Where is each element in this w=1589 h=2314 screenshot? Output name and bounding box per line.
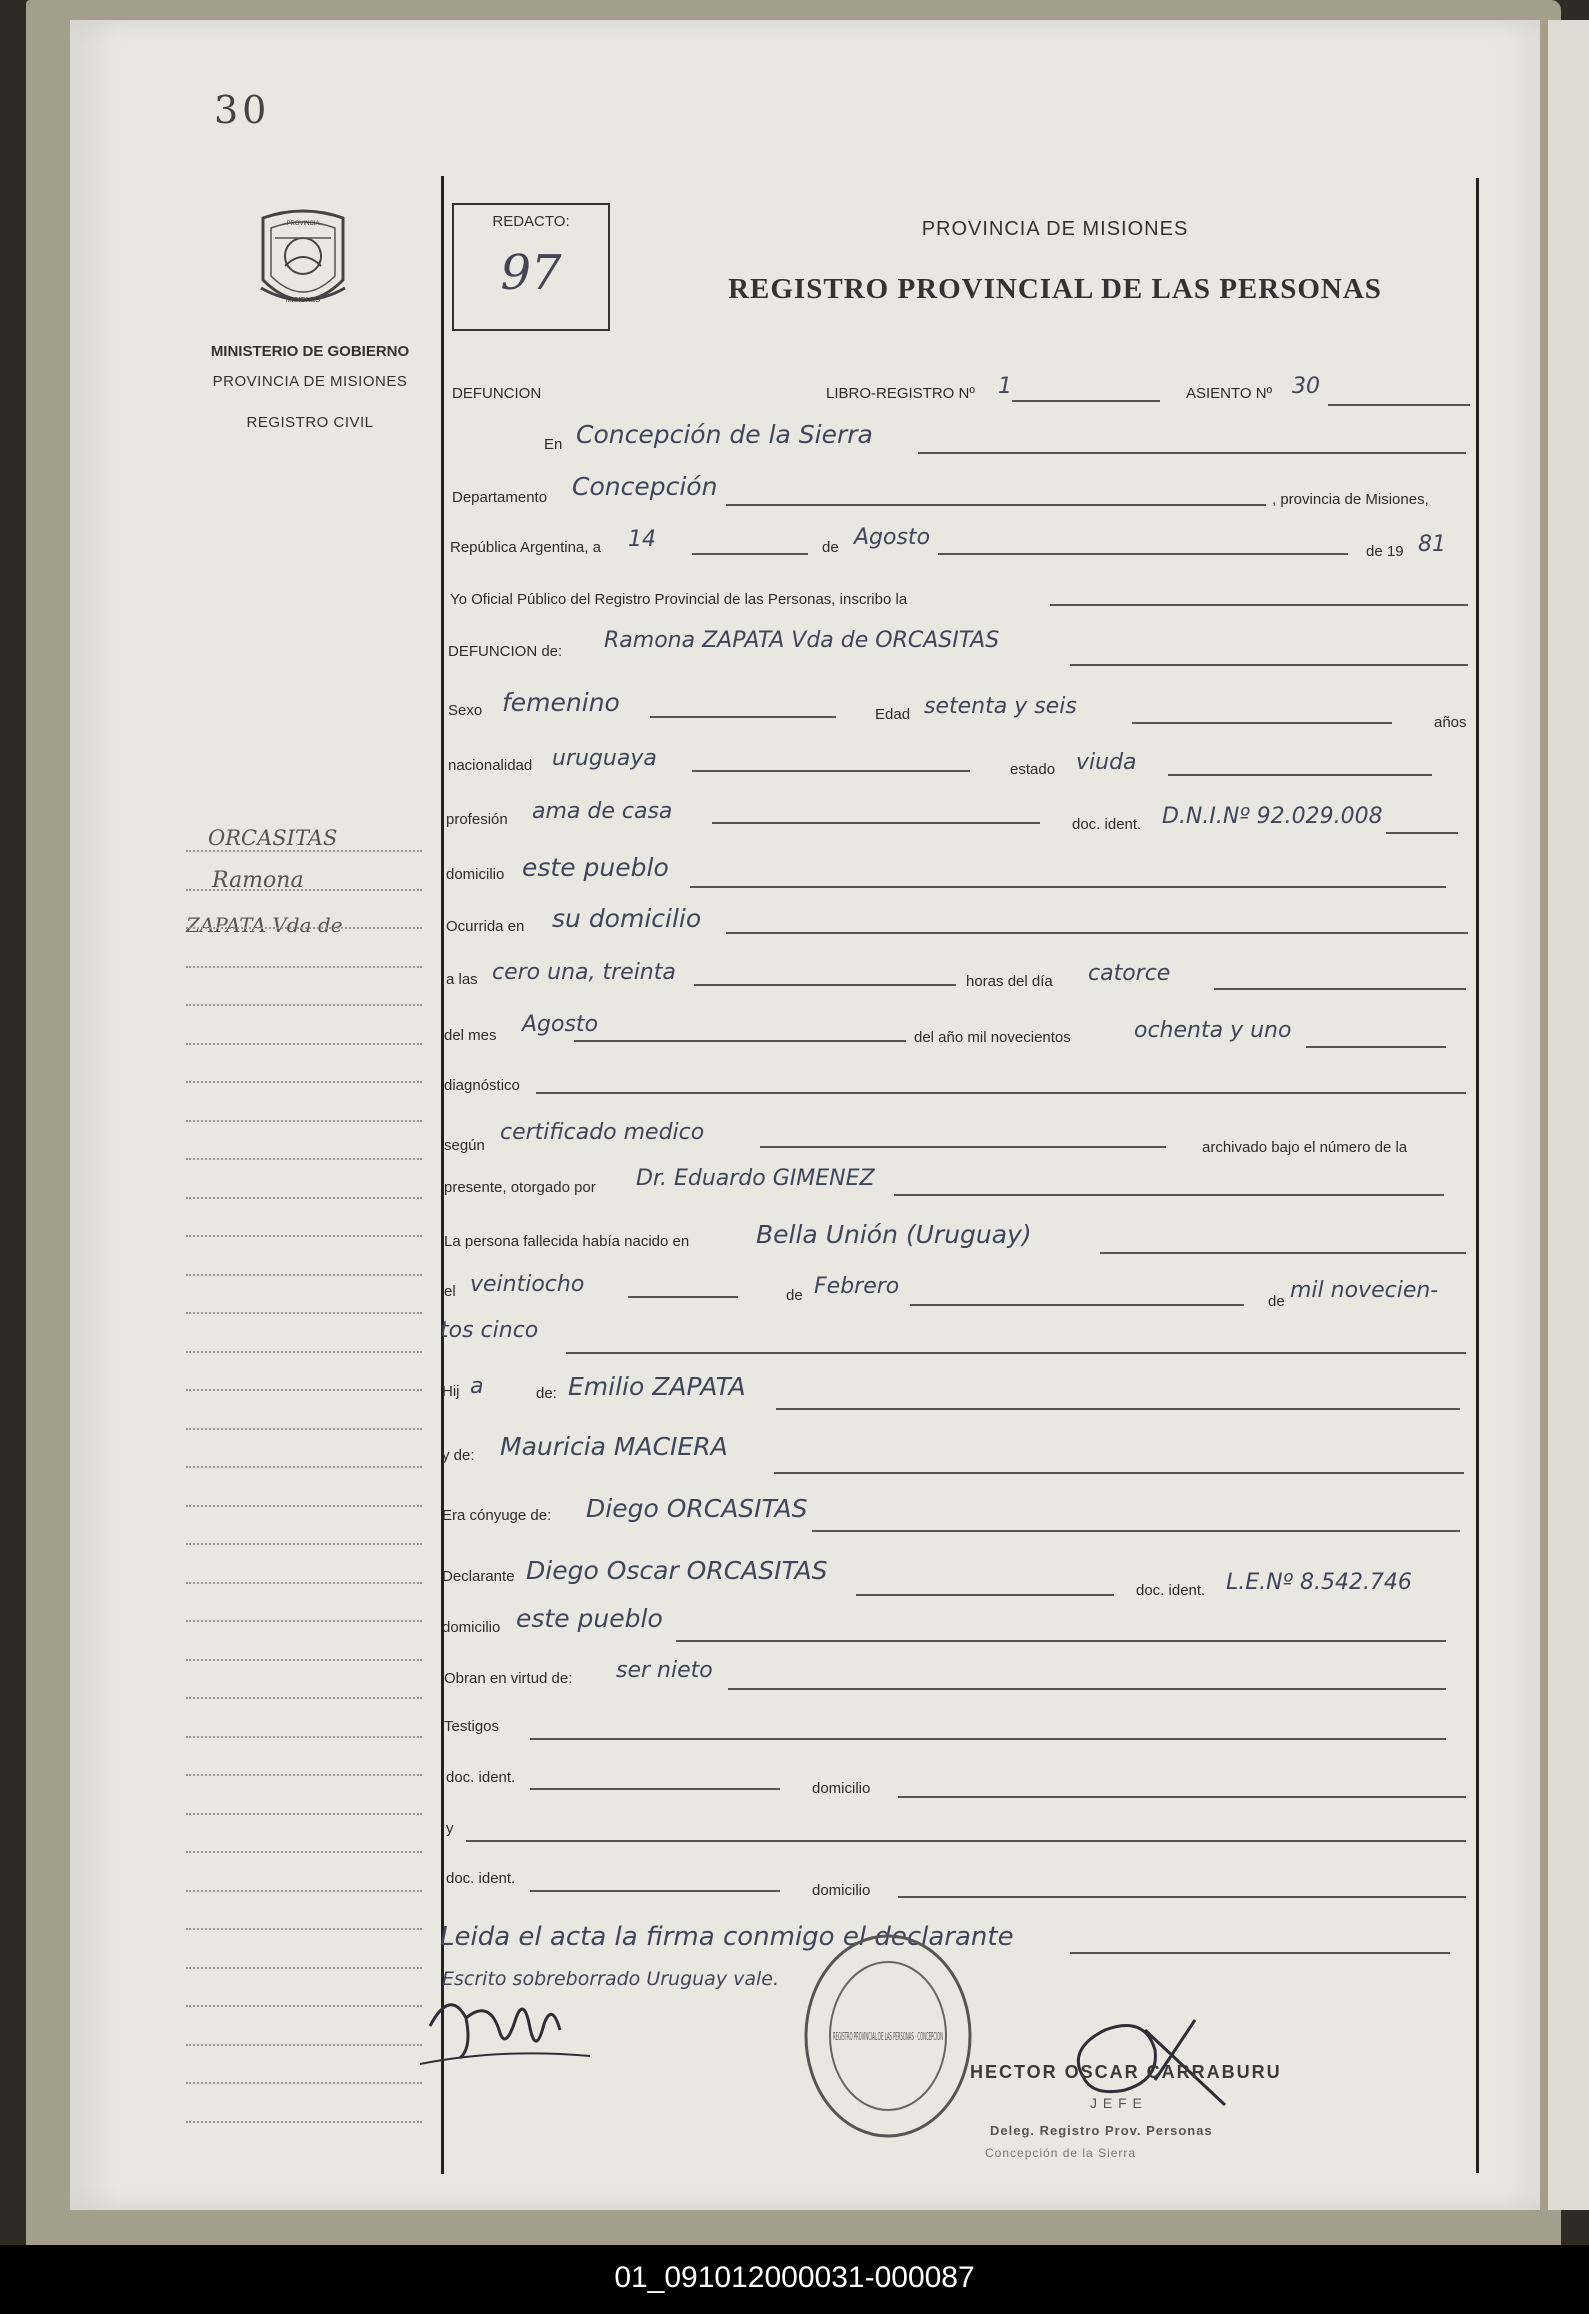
domicilio3-line <box>898 1796 1466 1798</box>
delmes-value: Agosto <box>522 1012 599 1037</box>
testigos-label: Testigos <box>444 1718 500 1735</box>
margin-dotted-line <box>186 1312 422 1314</box>
margin-dotted-line <box>186 1043 422 1045</box>
testigos-line <box>530 1738 1446 1740</box>
libro-value: 1 <box>998 374 1012 399</box>
ministry-title: MINISTERIO DE GOBIERNO <box>210 343 410 360</box>
delanio-value: ochenta y uno <box>1134 1018 1292 1043</box>
dia-line <box>692 553 808 555</box>
el-label: el <box>444 1283 456 1300</box>
edad-label: Edad <box>875 706 911 723</box>
departamento-value: Concepción <box>572 472 718 501</box>
margin-dotted-line <box>186 1505 422 1507</box>
obran-label: Obran en virtud de: <box>444 1670 573 1687</box>
de3-label: de <box>1268 1293 1285 1310</box>
mes-line <box>938 553 1348 555</box>
departamento-line <box>726 504 1266 506</box>
doc4-line <box>530 1890 780 1892</box>
margin-dotted-line <box>186 966 422 968</box>
declarant-signature <box>420 1978 600 2068</box>
doc2-label: doc. ident. <box>1136 1582 1206 1599</box>
estado-line <box>1168 774 1432 776</box>
margin-dotted-line <box>186 2005 422 2007</box>
fallecido-name: Ramona ZAPATA Vda de ORCASITAS <box>604 628 1000 653</box>
oficial-text: Yo Oficial Público del Registro Provincial de las Personas, inscribo la <box>450 591 908 608</box>
presente-line <box>894 1194 1444 1196</box>
page-number: 30 <box>214 88 271 132</box>
presente-value: Dr. Eduardo GIMENEZ <box>636 1166 875 1191</box>
nacionalidad-label: nacionalidad <box>448 757 533 774</box>
redacto-box <box>452 203 610 331</box>
margin-dotted-line <box>186 1620 422 1622</box>
delmes-label: del mes <box>444 1027 497 1044</box>
provincia-suffix: , provincia de Misiones, <box>1272 491 1429 508</box>
adjacent-page <box>1548 20 1589 2210</box>
domicilio2-line <box>676 1640 1446 1642</box>
republica-label: República Argentina, a <box>450 539 601 556</box>
alas-label: a las <box>446 971 478 988</box>
margin-name: Ramona <box>212 868 304 893</box>
de-label: de <box>822 539 839 556</box>
provincial-seal-emblem <box>255 208 351 320</box>
doc2-value: L.E.Nº 8.542.746 <box>1226 1570 1412 1595</box>
doc-label: doc. ident. <box>1072 816 1142 833</box>
doc-value: D.N.I.Nº 92.029.008 <box>1162 804 1383 829</box>
officer-office: Deleg. Registro Prov. Personas <box>990 2123 1213 2138</box>
margin-dotted-line <box>186 1813 422 1815</box>
anio2-cont-line <box>566 1352 1466 1354</box>
domicilio4-label: domicilio <box>812 1882 871 1899</box>
en-line <box>918 452 1466 454</box>
en-label: En <box>544 436 563 453</box>
asiento-label: ASIENTO Nº <box>1186 385 1273 402</box>
ocurrida-line <box>726 932 1468 934</box>
el-value: veintiocho <box>470 1272 585 1297</box>
nacido-value: Bella Unión (Uruguay) <box>756 1220 1032 1249</box>
obran-value: ser nieto <box>616 1658 713 1683</box>
diagnostico-label: diagnóstico <box>444 1077 520 1094</box>
margin-extra: ZAPATA Vda de <box>186 913 343 937</box>
margin-dotted-line <box>186 1543 422 1545</box>
margin-dotted-line <box>186 1351 422 1353</box>
defuncion-label: DEFUNCION <box>452 385 542 402</box>
redacto-label: REDACTO: <box>492 213 570 230</box>
margin-dotted-line <box>186 1928 422 1930</box>
y-label: y <box>446 1820 454 1837</box>
declarante-line <box>856 1594 1114 1596</box>
anio2-continuation: tos cinco <box>440 1318 539 1343</box>
departamento-label: Departamento <box>452 489 548 506</box>
ministry-province: PROVINCIA DE MISIONES <box>212 373 408 390</box>
libro-line <box>1012 400 1160 402</box>
ministry-registry: REGISTRO CIVIL <box>246 414 374 431</box>
seal-top-text: PROVINCIA <box>286 221 320 227</box>
officer-signature <box>1055 2010 1255 2110</box>
declarante-label: Declarante <box>442 1568 515 1585</box>
right-column-rule <box>1476 178 1479 2173</box>
domicilio2-value: este pueblo <box>516 1604 663 1633</box>
mes-value: Agosto <box>854 525 931 550</box>
hija-label: Hij <box>442 1383 460 1400</box>
hija-suffix: a <box>470 1374 484 1399</box>
conyuge-value: Diego ORCASITAS <box>586 1494 808 1523</box>
enmienda-text: Escrito sobreborrado Uruguay vale. <box>442 1968 779 1990</box>
registry-stamp <box>800 1928 975 2143</box>
madre-line <box>774 1472 1464 1474</box>
anios-label: años <box>1434 714 1467 731</box>
dia-text-line <box>1214 988 1466 990</box>
oficial-line <box>1050 604 1468 606</box>
margin-dotted-line <box>186 2121 422 2123</box>
doc-line <box>1386 832 1458 834</box>
de19-label: de 19 <box>1366 543 1404 560</box>
domicilio-line <box>690 886 1446 888</box>
margin-dotted-line <box>186 1081 422 1083</box>
margin-dotted-line <box>186 2082 422 2084</box>
margin-dotted-line <box>186 1890 422 1892</box>
margin-dotted-line <box>186 850 422 852</box>
estado-label: estado <box>1010 761 1056 778</box>
delanio-label: del año mil novecientos <box>914 1029 1071 1046</box>
header-province: PROVINCIA DE MISIONES <box>921 218 1189 240</box>
redacto-value: 97 <box>500 245 562 301</box>
anio-value: 81 <box>1418 532 1446 557</box>
domicilio3-label: domicilio <box>812 1780 871 1797</box>
segun-value: certificado medico <box>500 1120 705 1145</box>
mes2-line <box>910 1304 1244 1306</box>
defuncion-de-label: DEFUNCION de: <box>448 643 563 660</box>
doc3-label: doc. ident. <box>446 1769 516 1786</box>
doc3-line <box>530 1788 780 1790</box>
domicilio4-line <box>898 1896 1466 1898</box>
margin-dotted-line <box>186 1428 422 1430</box>
yde-label: y de: <box>442 1447 475 1464</box>
profesion-label: profesión <box>446 811 508 828</box>
stamp-text: REGISTRO PROVINCIAL DE LAS PERSONAS · CONCEPCION <box>833 2030 943 2043</box>
margin-dotted-line <box>186 1004 422 1006</box>
delmes-line <box>574 1040 906 1042</box>
margin-dotted-line <box>186 1659 422 1661</box>
margin-dotted-line <box>186 1389 422 1391</box>
dia-value: 14 <box>628 527 656 552</box>
margin-dotted-line <box>186 1158 422 1160</box>
y-line <box>466 1840 1466 1842</box>
ocurrida-label: Ocurrida en <box>446 918 525 935</box>
margin-dotted-line <box>186 1774 422 1776</box>
margin-dotted-line <box>186 1851 422 1853</box>
fallecido-line <box>1070 664 1468 666</box>
profesion-line <box>712 822 1040 824</box>
sexo-label: Sexo <box>448 702 483 719</box>
padre-value: Emilio ZAPATA <box>568 1372 746 1401</box>
edad-line <box>1132 722 1392 724</box>
diagnostico-line <box>536 1092 1466 1094</box>
margin-surname: ORCASITAS <box>208 826 338 850</box>
edad-value: setenta y seis <box>924 694 1077 719</box>
presente-label: presente, otorgado por <box>444 1179 596 1196</box>
conyuge-label: Era cónyuge de: <box>442 1507 552 1524</box>
nacionalidad-value: uruguaya <box>552 746 657 771</box>
domicilio2-label: domicilio <box>442 1619 501 1636</box>
delanio-line <box>1306 1046 1446 1048</box>
doc4-label: doc. ident. <box>446 1870 516 1887</box>
segun-line <box>760 1146 1166 1148</box>
officer-place: Concepción de la Sierra <box>985 2146 1137 2160</box>
alas-line <box>694 984 956 986</box>
seal-bottom-text: MISIONES <box>285 297 321 304</box>
ocurrida-value: su domicilio <box>552 904 702 933</box>
profesion-value: ama de casa <box>532 799 673 824</box>
margin-dotted-line <box>186 1235 422 1237</box>
leida-line <box>1070 1952 1450 1954</box>
conyuge-line <box>812 1530 1460 1532</box>
en-value: Concepción de la Sierra <box>576 420 873 449</box>
declarante-value: Diego Oscar ORCASITAS <box>526 1556 828 1585</box>
segun-label: según <box>444 1137 485 1154</box>
margin-dotted-line <box>186 927 422 929</box>
margin-dotted-line <box>186 1274 422 1276</box>
image-caption: 01_091012000031-000087 <box>0 2245 1589 2314</box>
horas-label: horas del día <box>966 973 1053 990</box>
margin-dotted-line <box>186 1197 422 1199</box>
margin-dotted-line <box>186 1697 422 1699</box>
header-registry: REGISTRO PROVINCIAL DE LAS PERSONAS <box>728 273 1382 305</box>
asiento-value: 30 <box>1292 374 1320 399</box>
left-column-rule <box>441 176 444 2174</box>
estado-value: viuda <box>1076 750 1137 775</box>
de2-label: de <box>786 1287 803 1304</box>
nacido-label: La persona fallecida había nacido en <box>444 1233 690 1250</box>
margin-dotted-line <box>186 2044 422 2046</box>
officer-role: J E F E <box>1090 2095 1143 2111</box>
leida-text: Leida el acta la firma conmigo el declarante <box>440 1922 1014 1952</box>
dia-text: catorce <box>1088 961 1171 986</box>
asiento-line <box>1328 404 1470 406</box>
margin-dotted-line <box>186 1967 422 1969</box>
hija-de-label: de: <box>536 1385 557 1402</box>
margin-dotted-line <box>186 889 422 891</box>
margin-dotted-line <box>186 1120 422 1122</box>
alas-value: cero una, treinta <box>492 960 676 985</box>
anio2-value: mil novecien- <box>1290 1278 1439 1303</box>
mes2-value: Febrero <box>814 1274 900 1299</box>
domicilio-label: domicilio <box>446 866 505 883</box>
nacido-line <box>1100 1252 1466 1254</box>
nacionalidad-line <box>692 770 970 772</box>
padre-line <box>776 1408 1460 1410</box>
el-line <box>628 1296 738 1298</box>
sexo-value: femenino <box>502 688 620 717</box>
domicilio-value: este pueblo <box>522 853 669 882</box>
libro-label: LIBRO-REGISTRO Nº <box>826 385 975 402</box>
margin-dotted-line <box>186 1736 422 1738</box>
margin-dotted-line <box>186 1582 422 1584</box>
madre-value: Mauricia MACIERA <box>500 1432 728 1461</box>
obran-line <box>728 1688 1446 1690</box>
officer-name: HECTOR OSCAR CARRABURU <box>970 2062 1282 2082</box>
margin-dotted-line <box>186 1466 422 1468</box>
sexo-line <box>650 716 836 718</box>
archivado-label: archivado bajo el número de la <box>1202 1139 1408 1156</box>
